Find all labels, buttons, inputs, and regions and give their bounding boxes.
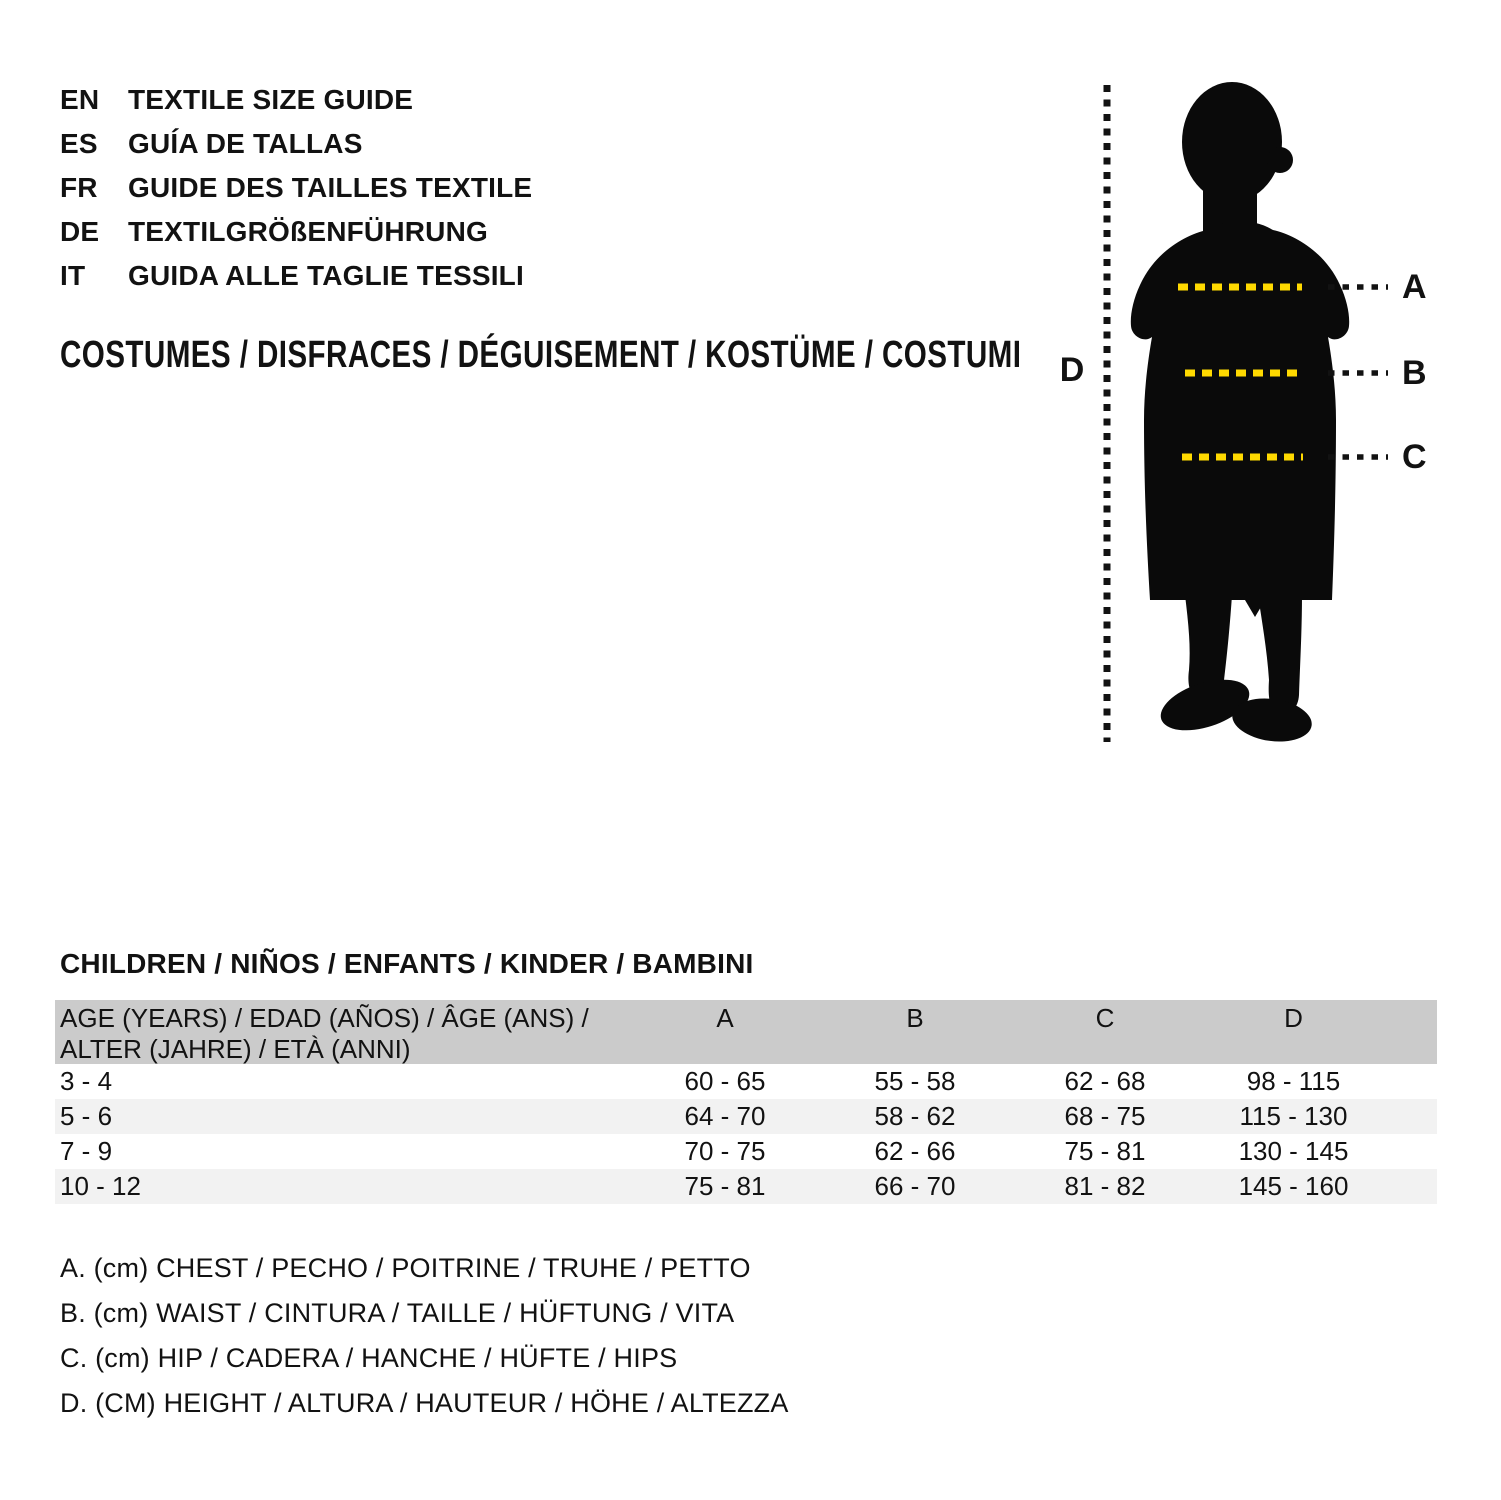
table-row — [55, 1064, 1437, 1099]
child-silhouette — [1131, 82, 1349, 746]
value-cell: 98 - 115 — [1246, 1066, 1341, 1096]
value-cell: 81 - 82 — [1064, 1171, 1146, 1201]
age-cell: 5 - 6 — [60, 1101, 113, 1131]
size-table — [55, 1000, 1437, 1204]
value-cell: 130 - 145 — [1238, 1136, 1349, 1166]
table-row — [55, 1134, 1437, 1169]
table-section-title: CHILDREN / NIÑOS / ENFANTS / KINDER / BAMBINI — [60, 948, 754, 979]
table-row — [55, 1099, 1437, 1134]
language-list — [60, 78, 532, 298]
hair-flick — [1267, 147, 1293, 173]
table-header — [55, 1000, 1437, 1064]
legend-waist: B. (cm) WAIST / CINTURA / TAILLE / HÜFTUNG / VITA — [60, 1298, 735, 1328]
measurement-figure — [1040, 60, 1460, 760]
language-code: EN — [60, 84, 100, 115]
legend-chest: A. (cm) CHEST / PECHO / POITRINE / TRUHE / PETTO — [60, 1253, 751, 1283]
label-c: C — [1402, 438, 1427, 476]
column-header-c: C — [1095, 1003, 1115, 1033]
age-header-line1: AGE (YEARS) / EDAD (AÑOS) / ÂGE (ANS) / — [60, 1003, 589, 1033]
value-cell: 75 - 81 — [684, 1171, 766, 1201]
value-cell: 70 - 75 — [684, 1136, 766, 1166]
value-cell: 66 - 70 — [874, 1171, 956, 1201]
value-cell: 62 - 66 — [874, 1136, 956, 1166]
age-header-cell — [55, 1000, 630, 1065]
value-cell: 55 - 58 — [874, 1066, 956, 1096]
age-header-line2: ALTER (JAHRE) / ETÀ (ANNI) — [60, 1034, 411, 1064]
child-silhouette-figure — [1040, 60, 1460, 760]
language-label: TEXTILGRÖßENFÜHRUNG — [128, 216, 489, 247]
value-cell: 58 - 62 — [874, 1101, 956, 1131]
table-row — [55, 1169, 1437, 1204]
language-label: GUIDA ALLE TAGLIE TESSILI — [128, 260, 524, 291]
label-d: D — [1059, 351, 1085, 389]
value-cell: 64 - 70 — [684, 1101, 766, 1131]
value-cell: 145 - 160 — [1238, 1171, 1349, 1201]
column-header-a: A — [716, 1003, 734, 1033]
age-cell: 7 - 9 — [60, 1136, 113, 1166]
measurement-legend — [60, 1246, 789, 1426]
right-leg — [1258, 595, 1302, 714]
age-cell: 3 - 4 — [60, 1066, 113, 1096]
page-title: COSTUMES / DISFRACES / DÉGUISEMENT / KOSTÜME / COSTUMI — [60, 334, 1022, 376]
language-code: ES — [60, 128, 98, 159]
language-code: FR — [60, 172, 98, 203]
language-label: TEXTILE SIZE GUIDE — [128, 84, 414, 115]
legend-height: D. (CM) HEIGHT / ALTURA / HAUTEUR / HÖHE / ALTEZZA — [60, 1388, 789, 1418]
value-cell: 62 - 68 — [1064, 1066, 1146, 1096]
torso — [1131, 221, 1349, 617]
language-label: GUÍA DE TALLAS — [128, 128, 363, 159]
label-a: A — [1402, 268, 1427, 306]
value-cell: 68 - 75 — [1064, 1101, 1146, 1131]
language-label: GUIDE DES TAILLES TEXTILE — [128, 172, 533, 203]
language-row-it — [60, 254, 532, 298]
column-header-d: D — [1284, 1003, 1303, 1033]
language-code: IT — [60, 260, 86, 291]
language-row-de — [60, 210, 532, 254]
label-b: B — [1402, 354, 1427, 392]
language-code: DE — [60, 216, 100, 247]
language-row-fr — [60, 166, 532, 210]
language-row-es — [60, 122, 532, 166]
legend-hip: C. (cm) HIP / CADERA / HANCHE / HÜFTE / HIPS — [60, 1343, 678, 1373]
column-header-b: B — [906, 1003, 924, 1033]
value-cell: 75 - 81 — [1064, 1136, 1146, 1166]
language-row-en — [60, 78, 532, 122]
value-cell: 115 - 130 — [1239, 1101, 1348, 1131]
age-cell: 10 - 12 — [60, 1171, 141, 1201]
value-cell: 60 - 65 — [684, 1066, 766, 1096]
